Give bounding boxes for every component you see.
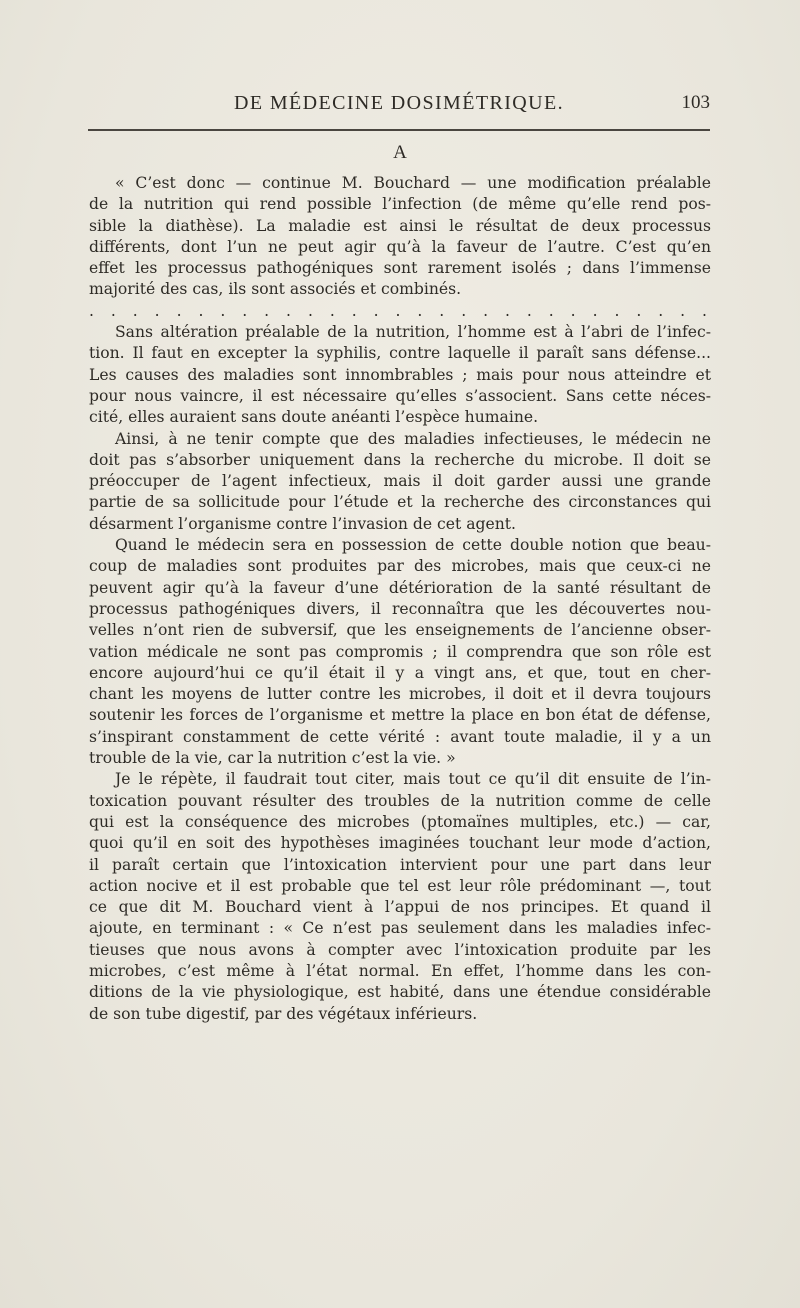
text-line: action nocive et il est probable que tel est leur rôle prédominant —, tout [89, 876, 711, 895]
running-head [88, 92, 710, 124]
text-line: différents, dont l’un ne peut agir qu’à la faveur de l’autre. C’est qu’en [89, 237, 711, 256]
text-line: trouble de la vie, car la nutrition c’est la vie. » [89, 749, 456, 768]
text-line: ce que dit M. Bouchard vient à l’appui de nos principes. Et quand il [89, 898, 711, 917]
text-line: désarment l’organisme contre l’invasion de cet agent. [89, 514, 516, 533]
text-line: processus pathogéniques divers, il reconnaîtra que les découvertes nou- [89, 599, 711, 618]
text-line: toxication pouvant résulter des troubles de la nutrition comme de celle [89, 791, 711, 810]
text-line: Sans altération préalable de la nutrition, l’homme est à l’abri de l’infec- [115, 323, 711, 342]
paragraph-quote-3 [89, 429, 711, 535]
text-line: partie de sa sollicitude pour l’étude et la recherche des circonstances qui [89, 493, 711, 512]
text-line: quoi qu’il en soit des hypothèses imaginées touchant leur mode d’action, [89, 834, 711, 853]
text-line: microbes, c’est même à l’état normal. En effet, l’homme dans les con- [89, 961, 711, 980]
header-rule [88, 129, 710, 131]
text-line: de son tube digestif, par des végétaux inférieurs. [89, 1004, 478, 1023]
ellipsis-row: . . . . . . . . . . . . . . . . . . . . . . . . . . . . . [89, 301, 711, 320]
text-line: ditions de la vie physiologique, est habité, dans une étendue considérable [89, 983, 711, 1002]
text-line: qui est la conséquence des microbes (ptomaïnes multiples, etc.) — car, [89, 812, 711, 831]
text-line: majorité des cas, ils sont associés et combinés. [89, 280, 462, 299]
text-line: Les causes des maladies sont innombrables ; mais pour nous atteindre et [89, 365, 711, 384]
text-line: sible la diathèse). La maladie est ainsi le résultat de deux processus [89, 216, 711, 235]
text-line: Ainsi, à ne tenir compte que des maladies infectieuses, le médecin ne [115, 429, 711, 448]
text-line: soutenir les forces de l’organisme et mettre la place en bon état de défense, [89, 706, 711, 725]
text-line: « C’est donc — continue M. Bouchard — une modification préalable [115, 174, 711, 192]
page-number: 103 [681, 92, 710, 113]
text-line: tieuses que nous avons à compter avec l’intoxication produite par les [89, 940, 711, 959]
text-line: de la nutrition qui rend possible l’infection (de même qu’elle rend pos- [89, 195, 711, 214]
paragraph-5 [89, 769, 711, 1025]
text-line: pour nous vaincre, il est nécessaire qu’elles s’associent. Sans cette néces- [89, 386, 711, 405]
text-line: doit pas s’absorber uniquement dans la recherche du microbe. Il doit se [89, 450, 711, 469]
text-line: ajoute, en terminant : « Ce n’est pas seulement dans les maladies infec- [89, 919, 711, 938]
section-letter: A [393, 142, 407, 163]
running-title: DE MÉDECINE DOSIMÉTRIQUE. [234, 92, 564, 114]
text-line: velles n’ont rien de subversif, que les enseignements de l’ancienne obser- [89, 621, 711, 640]
text-line: tion. Il faut en excepter la syphilis, contre laquelle il paraît sans défense... [89, 344, 711, 363]
text-line: s’inspirant constamment de cette vérité : avant toute maladie, il y a un [89, 727, 711, 746]
text-line: Je le répète, il faudrait tout citer, mais tout ce qu’il dit ensuite de l’in- [115, 770, 711, 789]
text-line: effet les processus pathogéniques sont rarement isolés ; dans l’immense [89, 259, 711, 278]
text-line: coup de maladies sont produites par des microbes, mais que ceux-ci ne [89, 557, 711, 576]
text-line: encore aujourd’hui ce qu’il était il y a vingt ans, et que, tout en cher- [89, 663, 711, 682]
paragraph-quote-1 [89, 173, 711, 301]
text-line: cité, elles auraient sans doute anéanti l’espèce humaine. [89, 408, 539, 427]
paragraph-quote-4 [89, 535, 711, 769]
text-line: il paraît certain que l’intoxication intervient pour une part dans leur [89, 855, 711, 874]
body-text [89, 173, 711, 1025]
text-line: vation médicale ne sont pas compromis ; il comprendra que son rôle est [89, 642, 711, 661]
text-line: préoccuper de l’agent infectieux, mais il doit garder aussi une grande [89, 472, 711, 491]
text-line: chant les moyens de lutter contre les microbes, il doit et il devra toujours [89, 685, 711, 704]
text-line: peuvent agir qu’à la faveur d’une détérioration de la santé résultant de [89, 578, 711, 597]
paragraph-quote-2 [89, 322, 711, 428]
text-line: Quand le médecin sera en possession de cette double notion que beau- [115, 536, 711, 555]
